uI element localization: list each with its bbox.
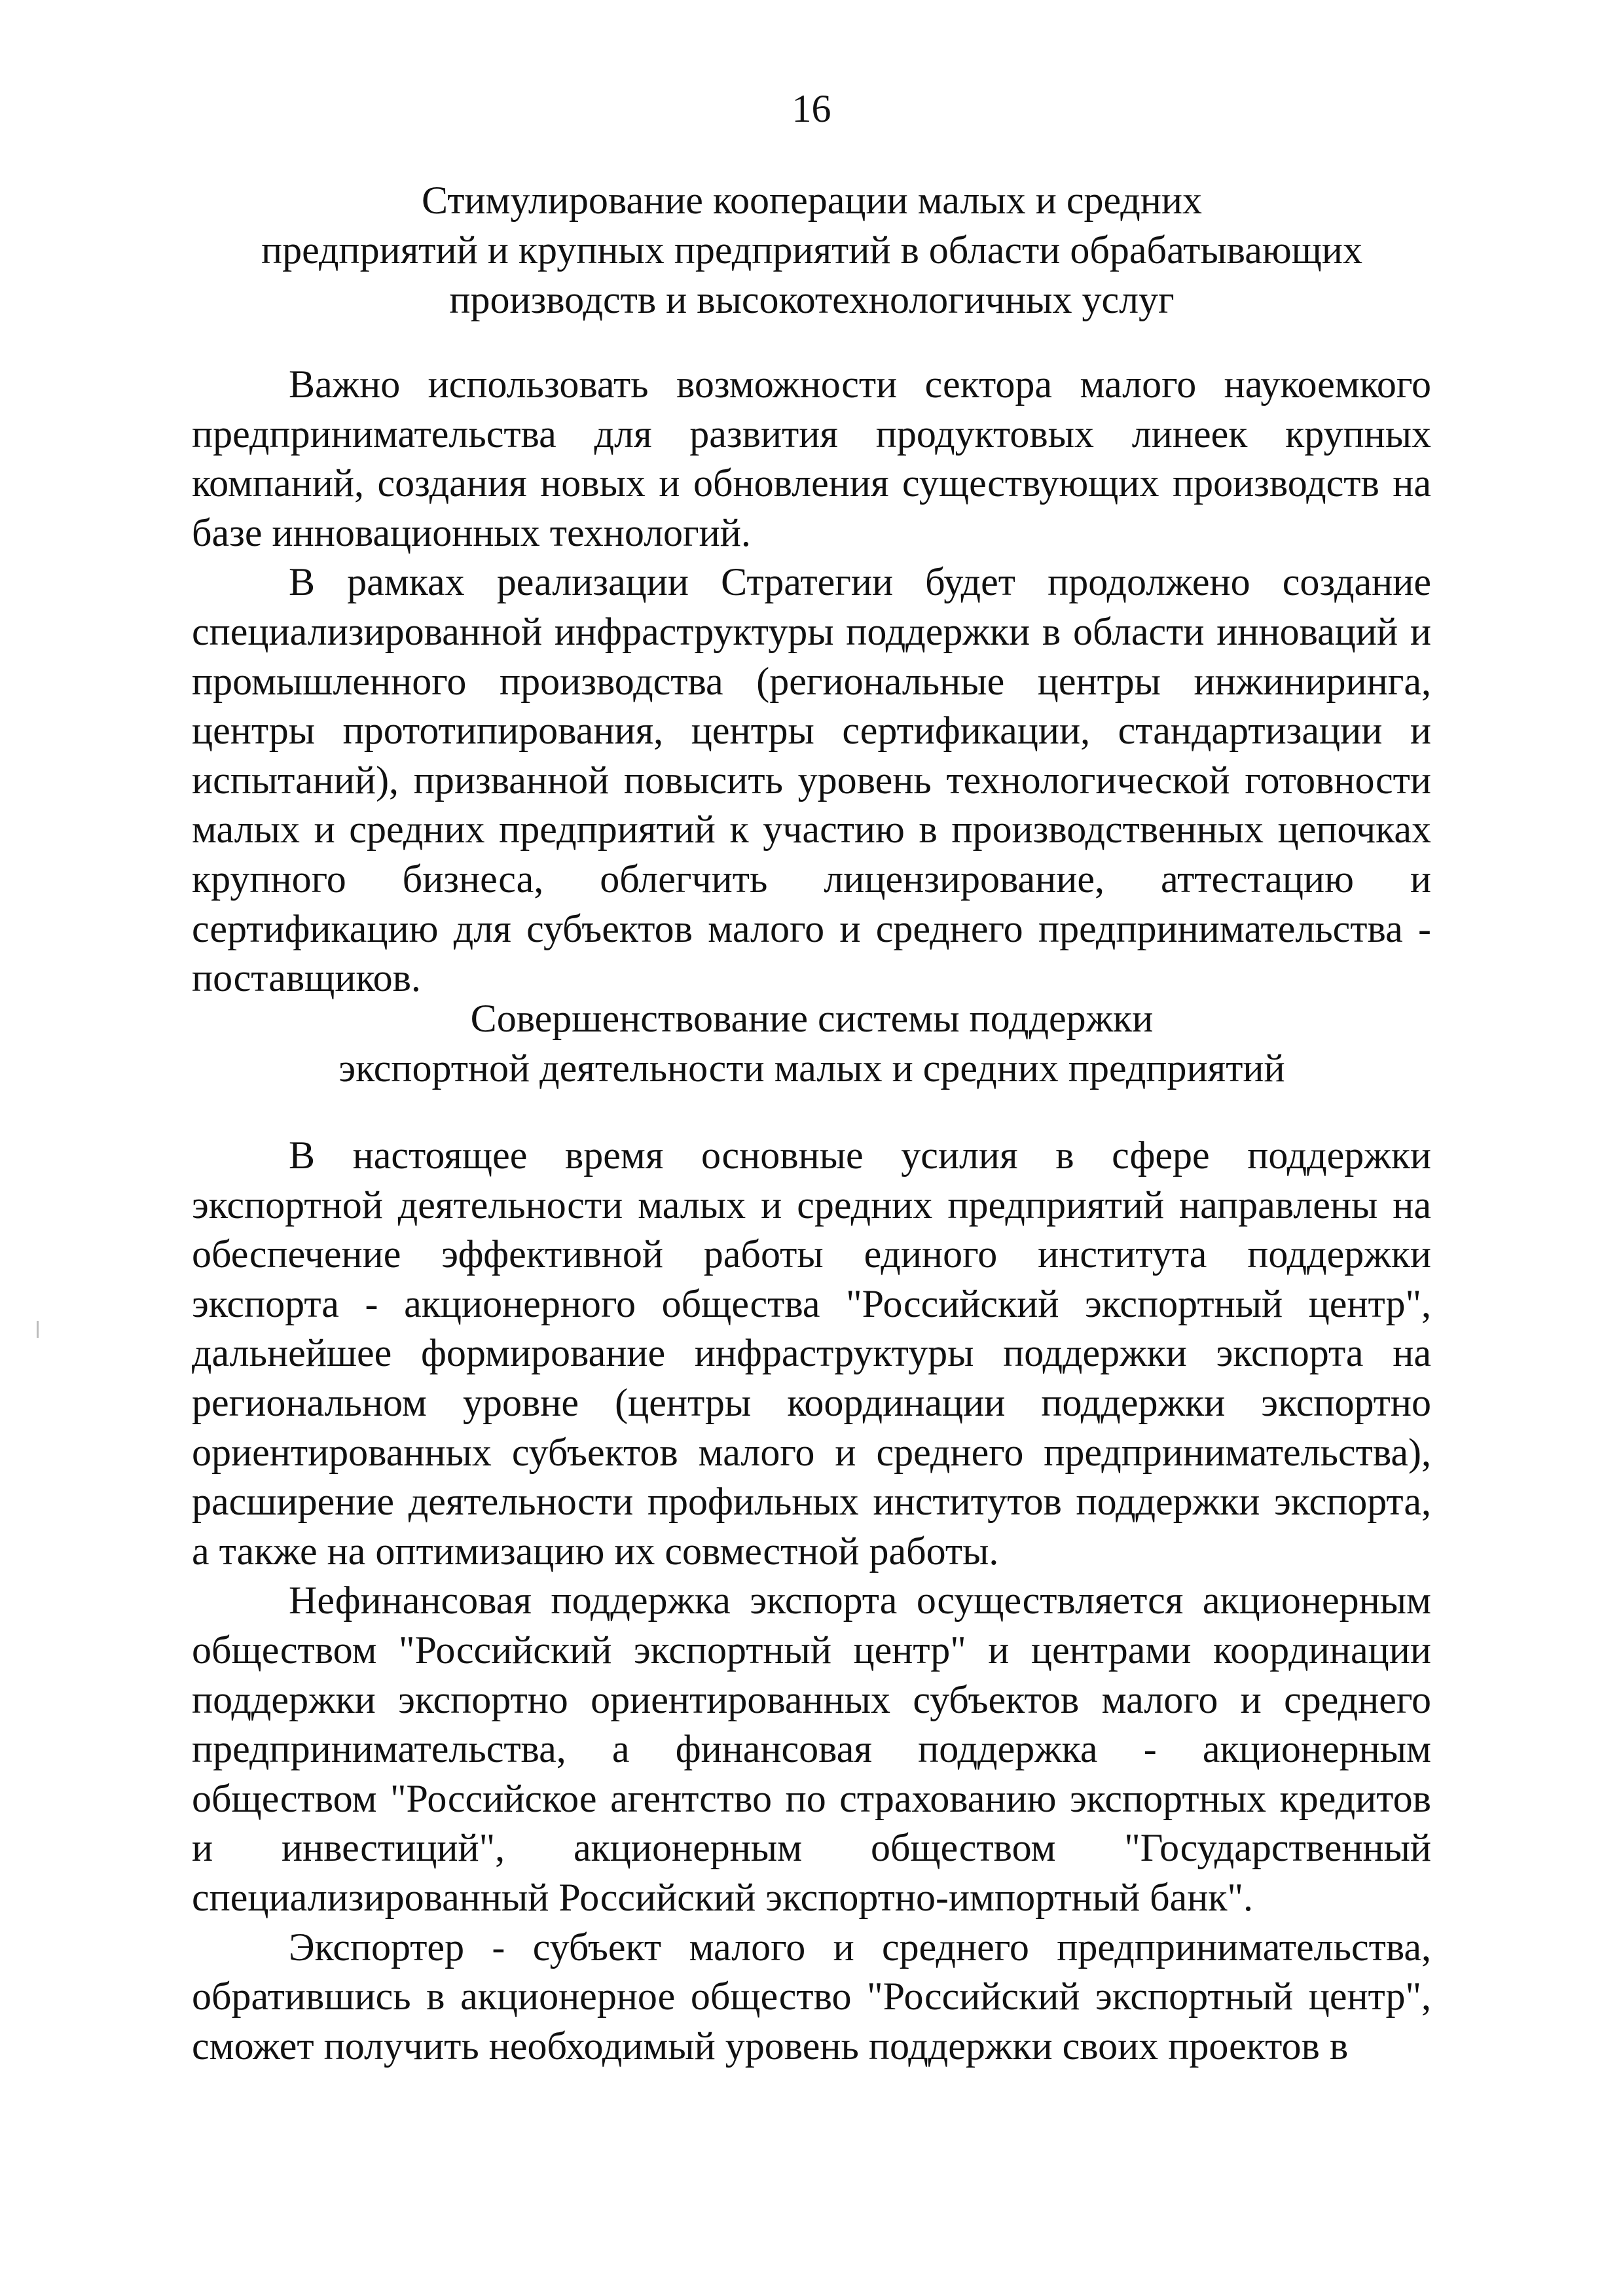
paragraph: В настоящее время основные усилия в сфере поддержки экспортной деятельности малых и средних предприятий направлены на обеспечение эффективной работы единого института поддержки экспорта - акционерного общества "Российский экспортный центр", дальнейшее формирование инфраструктуры поддержки экспорта на региональном уровне (центры координации поддержки экспортно ориентированных субъектов малого и среднего предпринимательства), расширение деятельности профильных институтов поддержки экспорта, а также на оптимизацию их совместной работы. (192, 1134, 1431, 1573)
section-body-export-support (192, 1131, 1431, 2071)
paragraph: В рамках реализации Стратегии будет продолжено создание специализированной инфраструктуры поддержки в области инноваций и промышленного производства (региональные центры инжиниринга, центры прототипирования, центры сертификации, стандартизации и испытаний), призванной повысить уровень технологической готовности малых и средних предприятий к участию в производственных цепочках крупного бизнеса, облегчить лицензирование, аттестацию и сертификацию для субъектов малого и среднего предпринимательства - поставщиков. (192, 560, 1431, 1000)
paragraph: Нефинансовая поддержка экспорта осуществляется акционерным обществом "Российский экспортный центр" и центрами координации поддержки экспортно ориентированных субъектов малого и среднего предпринимательства, а финансовая поддержка - акционерным обществом "Российское агентство по страхованию экспортных кредитов и инвестиций", акционерным обществом "Государственный специализированный Российский экспортно-импортный банк". (192, 1579, 1431, 1919)
heading-line: Совершенствование системы поддержки (470, 997, 1154, 1040)
scan-artifact (37, 1321, 39, 1338)
paragraph: Важно использовать возможности сектора малого наукоемкого предпринимательства для развития продуктовых линеек крупных компаний, создания новых и обновления существующих производств на базе инновационных технологий. (192, 363, 1431, 554)
section-heading-export-support (196, 994, 1427, 1093)
heading-line: предприятий и крупных предприятий в области обрабатывающих (261, 228, 1362, 272)
paragraph: Экспортер - субъект малого и среднего предпринимательства, обратившись в акционерное общество "Российский экспортный центр", сможет получить необходимый уровень поддержки своих проектов в (192, 1925, 1431, 2068)
heading-line: Стимулирование кооперации малых и средних (421, 179, 1203, 222)
heading-line: экспортной деятельности малых и средних предприятий (338, 1047, 1285, 1090)
section-body-cooperation (192, 360, 1431, 1003)
section-heading-cooperation (196, 175, 1427, 325)
page-number: 16 (792, 87, 831, 130)
heading-line: производств и высокотехнологичных услуг (449, 278, 1175, 321)
